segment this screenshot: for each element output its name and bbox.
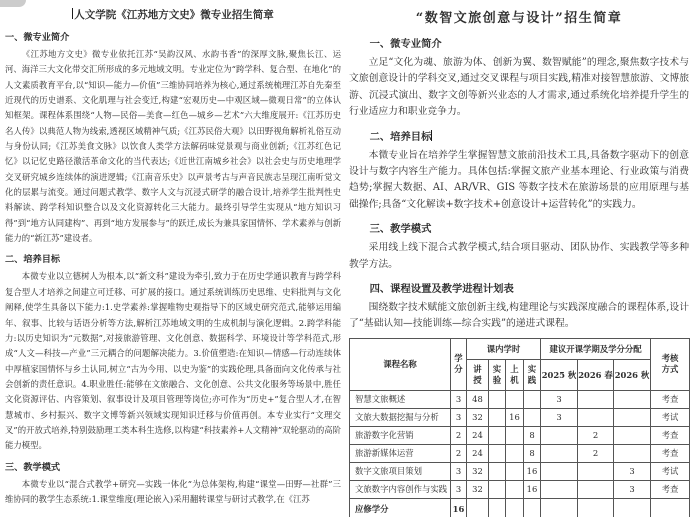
cell-assessment: 考查: [651, 426, 690, 444]
cell-computer: [506, 390, 524, 408]
cell-credits: 2: [451, 426, 467, 444]
right-heading-intro: 一、微专业简介: [369, 38, 442, 50]
cell-sem1: [541, 462, 578, 480]
text-cursor: [431, 130, 432, 141]
cell-sem3: [614, 408, 651, 426]
course-schedule-table: [349, 338, 690, 517]
header-experiment-text: 实验: [492, 363, 502, 385]
cell-course: 旅游新媒体运营: [350, 444, 451, 462]
course-table-body: [350, 390, 690, 517]
left-page-title-text: 人文学院《江苏地方文史》微专业招生简章: [74, 9, 274, 21]
empty-cell: [651, 498, 690, 517]
header-experiment: [489, 359, 506, 390]
left-heading-goals: 二、培养目标: [5, 254, 61, 266]
header-practice-text: 实践: [527, 363, 537, 385]
cell-experiment: [489, 462, 506, 480]
empty-cell: [614, 498, 651, 517]
cell-sem2: [578, 408, 614, 426]
right-body-goals: 本微专业旨在培养学生掌握智慧文旅前沿技术工具,具备数字驱动下的创意设计与数字内容生产能力。具体包括:掌握文旅产业基本理论、行业政策与消费趋势;掌握大数据、AI、AR/VR、GIS 等数字技术在旅游场景的应用原理与基础操作;具备“文化解读+数字技术+创意设计+运营转化”的实践力。: [349, 149, 689, 210]
cell-credits: 2: [451, 444, 467, 462]
cell-sem2: 2: [578, 426, 614, 444]
cell-sem1: [541, 480, 578, 498]
cell-practice: 16: [524, 480, 541, 498]
total-credits-cell: 16: [451, 498, 467, 517]
cell-assessment: 考试: [651, 408, 690, 426]
cell-experiment: [489, 444, 506, 462]
right-body-curriculum: 围绕数字技术赋能文旅创新主线,构建理论与实践深度融合的课程体系,设计了“基础认知—技能训练—综合实践”的递进式课程。: [349, 302, 689, 330]
header-computer-text: 上机: [510, 363, 519, 385]
cell-experiment: [489, 480, 506, 498]
empty-cell: [541, 498, 578, 517]
course-row: [350, 390, 690, 408]
cell-computer: [506, 426, 524, 444]
header-sem-2026-fall: 2026 秋: [614, 359, 651, 390]
course-row: [350, 426, 690, 444]
right-body-intro: 立足“文化为魂、旅游为体、创新为翼、数智赋能”的理念,聚焦数字技术与文旅创意设计的学科交叉,通过交叉课程与项目实践,精准对接智慧旅游、文博旅游、沉浸式演出、数字文创等新兴业态的人才需求,通过系统化培养提升学生的行业适应力和职业竞争力。: [349, 57, 689, 118]
empty-cell: [578, 498, 614, 517]
cell-practice: 8: [524, 444, 541, 462]
left-page-title: [5, 7, 341, 22]
cell-sem3: [614, 444, 651, 462]
cell-assessment: 考试: [651, 462, 690, 480]
cell-lecture: 32: [467, 408, 489, 426]
cell-assessment: 考查: [651, 444, 690, 462]
course-row: [350, 408, 690, 426]
cell-experiment: [489, 390, 506, 408]
header-lecture-text: 讲授: [473, 363, 482, 385]
course-row: [350, 480, 690, 498]
cell-computer: [506, 462, 524, 480]
cell-sem1: 3: [541, 408, 578, 426]
cell-sem2: 2: [578, 444, 614, 462]
right-heading-teaching-mode: 三、教学模式: [369, 223, 432, 236]
empty-cell: [506, 498, 524, 517]
header-assessment-text: 考核方式: [661, 353, 679, 375]
cell-sem2: [578, 390, 614, 408]
cell-practice: [524, 390, 541, 408]
cell-practice: [524, 408, 541, 426]
cell-practice: 16: [524, 462, 541, 480]
header-computer: [506, 359, 524, 390]
cell-lecture: 24: [467, 444, 489, 462]
cell-computer: [506, 444, 524, 462]
cell-sem3: 3: [614, 462, 651, 480]
cell-sem3: [614, 426, 651, 444]
cell-sem3: 3: [614, 480, 651, 498]
header-semester-allocation: 建议开课学期及学分分配: [541, 338, 651, 359]
header-sem-2026-spring: 2026 春: [578, 359, 614, 390]
cell-course: 文旅数字内容创作与实践: [350, 480, 451, 498]
left-heading-intro: 一、微专业简介: [5, 32, 70, 43]
header-lecture: [467, 359, 489, 390]
empty-cell: [467, 498, 489, 517]
cell-sem1: [541, 426, 578, 444]
left-heading-teaching-mode: 三、教学模式: [5, 461, 61, 473]
cell-sem2: [578, 480, 614, 498]
cell-credits: 3: [451, 462, 467, 480]
header-credits: [451, 338, 467, 390]
header-inclass-hours: 课内学时: [467, 338, 541, 359]
empty-cell: [489, 498, 506, 517]
cell-credits: 3: [451, 480, 467, 498]
right-heading-goals: [349, 128, 689, 143]
header-credits-text: 学分: [454, 353, 463, 375]
cell-sem3: [614, 390, 651, 408]
cell-lecture: 24: [467, 426, 489, 444]
left-body-intro: 《江苏地方文史》微专业依托江苏“吴韵汉风、水韵书香”的深厚文脉,聚焦长江、运河、海洋三大文化带交汇所形成的多元地域文明。专业定位为“跨学科、复合型、在地化”的人文素质教育平台,以“知识—能力—价值”三维协同培养为核心,通过系统梳理江苏自先秦至近现代的历史谱系、文化肌理与社会变迁,构建“宏观历史—中观区域—微观日常”的立体认知框架。课程体系围绕“人物—民俗—美食—红色—城乡—艺术”六大维度展开:《江苏历史名人传》以典范人物为线索,透视区域精神气质;《江苏民俗大观》以田野视角解析礼俗互动与身份认同;《江苏美食文脉》以饮食人类学方法解码味觉景观与商业创新;《江苏红色记忆》以记忆史路径激活革命文化的当代表达;《近世江南城乡社会》以社会史与历史地理学交叉研究城乡连续体的演进逻辑;《江南音乐史》以声景考古与声音民族志呈现江南听觉文化的层累与流变。通过问题式教学、数字人文与沉浸式研学的融合设计,培养学生批判性史料解读、跨学科知识整合以及文化资源转化三大能力。最终引导学生实现从“地方知识习得”到“地方认同建构”、再到“地方发展参与”的跃迁,成长为兼具家国情怀、学术素养与创新能力的“新江苏”建设者。: [5, 49, 341, 244]
header-assessment: [651, 338, 690, 390]
right-document-page: [346, 0, 692, 517]
header-sem-2025-fall: 2025 秋: [541, 359, 578, 390]
cell-assessment: 考查: [651, 390, 690, 408]
right-body-teaching-mode: 采用线上线下混合式教学模式,结合项目驱动、团队协作、实践教学等多种教学方法。: [349, 242, 689, 270]
cell-experiment: [489, 426, 506, 444]
cell-lecture: 48: [467, 390, 489, 408]
cell-lecture: 32: [467, 462, 489, 480]
left-body-teaching-mode: 本微专业以“混合式教学+研究—实践一体化”为总体架构,构建“课堂—田野—社群”三维协同的教学生态系统:1.课堂维度(理论嵌入)采用翻转课堂与研讨式教学,在《江苏: [5, 478, 341, 504]
right-page-title: “数智文旅创意与设计”招生简章: [415, 11, 623, 26]
cell-sem1: 3: [541, 390, 578, 408]
cell-credits: 3: [451, 390, 467, 408]
cell-sem1: [541, 444, 578, 462]
right-heading-goals-text: 二、培养目标: [369, 130, 432, 143]
cell-computer: 16: [506, 408, 524, 426]
cell-computer: [506, 480, 524, 498]
cell-sem2: [578, 462, 614, 480]
cell-assessment: 考查: [651, 480, 690, 498]
right-heading-curriculum: 四、课程设置及教学进程计划表: [369, 283, 514, 296]
cell-credits: 3: [451, 408, 467, 426]
cell-experiment: [489, 408, 506, 426]
left-body-goals: 本微专业以立德树人为根本,以“新文科”建设为牵引,致力于在历史学通识教育与跨学科复合型人才培养之间建立可迁移、可扩展的接口。通过系统训练历史思维、史料批判与文化阐释,使学生具备以下能力:1.史学素养:掌握唯物史观指导下的区域史研究范式,能够运用编年、叙事、比较与话语分析等方法,解析江苏地域文明的生成机制与演化逻辑。2.跨学科能力:以历史知识为“元数据”,对接旅游管理、文化创意、数据科学、环境设计等学科范式,形成“人文—科技—产业”三元耦合的问题解决能力。3.价值塑造:在知识—情感—行动连续体中厚植家国情怀与乡土认同,树立“古为今用、以史为鉴”的实践伦理,具备面向文化传承与社会创新的责任意识。4.职业胜任:能够在文旅融合、文化创意、公共文化服务等场景中,胜任文化资源评估、内容策划、叙事设计及项目管理等岗位;亦可作为“历史+”复合型人才,在智慧城市、乡村振兴、数字文博等新兴领域实现知识迁移与价值再创。本专业实行“文理交叉”的开放式培养,特别鼓励理工类本科生选修,以构建“科技素养+人文精神”双轮驱动的高阶能力模型。: [5, 271, 341, 451]
course-row: [350, 444, 690, 462]
total-label-cell: 应修学分: [350, 498, 451, 517]
course-row: [350, 462, 690, 480]
empty-cell: [524, 498, 541, 517]
cell-practice: 8: [524, 426, 541, 444]
cell-course: 智慧文旅概述: [350, 390, 451, 408]
header-practice: [524, 359, 541, 390]
header-course-name: 课程名称: [350, 338, 451, 390]
total-row: [350, 498, 690, 517]
cell-course: 文旅大数据挖掘与分析: [350, 408, 451, 426]
cell-course: 数字文旅项目策划: [350, 462, 451, 480]
cell-course: 旅游数字化营销: [350, 426, 451, 444]
cell-lecture: 32: [467, 480, 489, 498]
